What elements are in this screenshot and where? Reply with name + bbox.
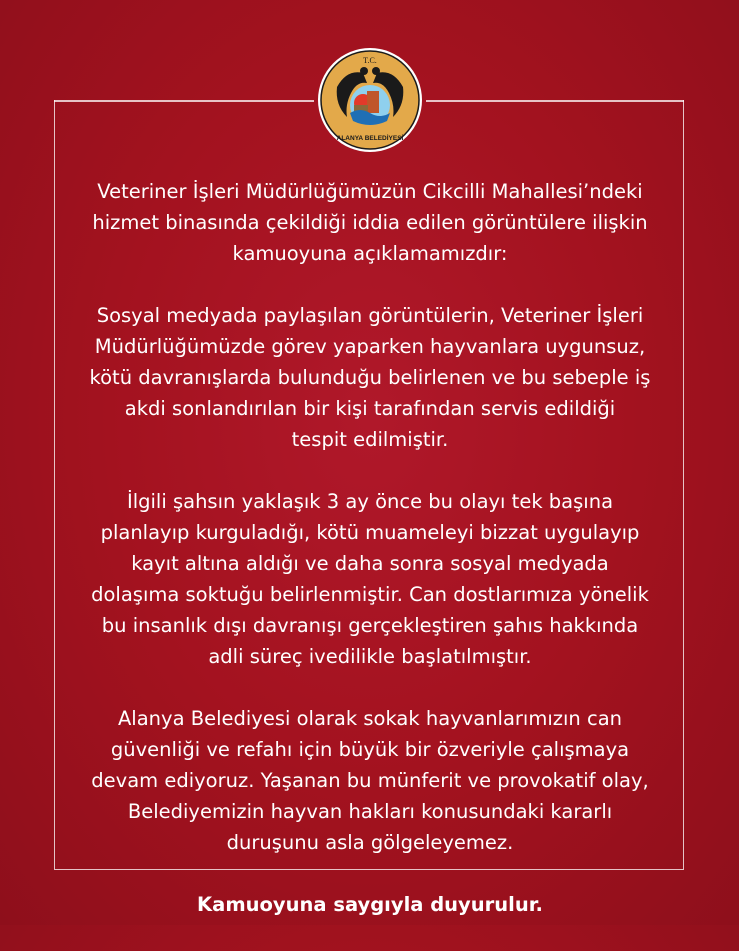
paragraph-intro: [60, 176, 680, 269]
logo-tc-text: T.C.: [363, 56, 377, 65]
text-line: Veteriner İşleri Müdürlüğümüzün Cikcilli Mahallesi’ndeki: [97, 180, 643, 203]
frame-top-right: [426, 100, 684, 102]
alanya-municipality-logo: [317, 47, 423, 153]
text-line: İlgili şahsın yaklaşık 3 ay önce bu olayı tek başına: [126, 490, 614, 513]
text-line: devam ediyoruz. Yaşanan bu münferit ve provokatif olay,: [91, 769, 649, 792]
text-line: tespit edilmiştir.: [291, 428, 449, 451]
paragraph-findings: [60, 300, 680, 455]
text-line: kötü davranışlarda bulunduğu belirlenen ve bu sebeple iş: [89, 366, 651, 389]
text-line: dolaşıma soktuğu belirlenmiştir. Can dostlarımıza yönelik: [91, 583, 649, 606]
logo-name-text: ALANYA BELEDİYESİ: [336, 135, 404, 142]
text-line: akdi sonlandırılan bir kişi tarafından servis edildiği: [124, 397, 616, 420]
text-line: adli süreç ivedilikle başlatılmıştır.: [208, 645, 532, 668]
statement-body: [60, 176, 680, 951]
text-line: kamuoyuna açıklamamızdır:: [232, 242, 508, 265]
text-line: planlayıp kurguladığı, kötü muameleyi bizzat uygulayıp: [100, 521, 640, 544]
text-line: güvenliği ve refahı için büyük bir özveriyle çalışmaya: [110, 738, 630, 761]
paragraph-commitment: [60, 703, 680, 858]
text-line: kayıt altına aldığı ve daha sonra sosyal medyada: [131, 552, 609, 575]
text-line: hizmet binasında çekildiği iddia edilen görüntülere ilişkin: [92, 211, 648, 234]
text-line: Belediyemizin hayvan hakları konusundaki kararlı: [127, 800, 613, 823]
frame-top-left: [54, 100, 314, 102]
paragraph-legal: [60, 486, 680, 672]
text-line: Sosyal medyada paylaşılan görüntülerin, Veteriner İşleri: [96, 304, 644, 327]
text-line: bu insanlık dışı davranışı gerçekleştiren şahıs hakkında: [101, 614, 639, 637]
text-line: Müdürlüğümüzde görev yaparken hayvanlara uygunsuz,: [94, 335, 646, 358]
text-line: Alanya Belediyesi olarak sokak hayvanlarımızın can: [117, 707, 623, 730]
closing-line: Kamuoyuna saygıyla duyurulur.: [197, 893, 543, 916]
text-line: duruşunu asla gölgeleyemez.: [226, 831, 514, 854]
